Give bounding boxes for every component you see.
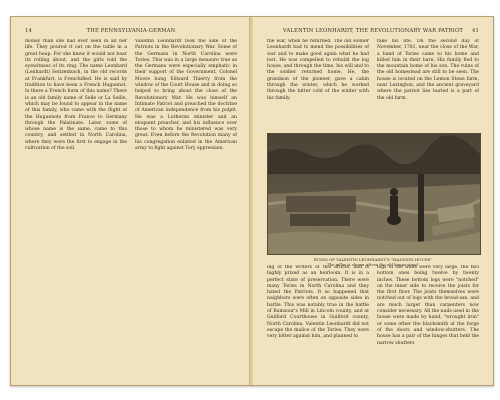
ruins-photo-image	[268, 134, 480, 254]
right-bottom-column-1	[267, 265, 369, 375]
right-bottom-column-2	[377, 265, 479, 375]
right-running-head	[267, 27, 479, 36]
right-page	[253, 17, 493, 385]
left-page	[11, 17, 251, 385]
left-column-1	[25, 39, 127, 375]
open-book	[10, 16, 494, 386]
ruins-photograph	[267, 133, 481, 255]
right-top-column-2-text: take his life. On the second day of November, 1781, near the close of the War, a band of Tories came to his home and killed him in their barn. His family fled to the mountain home of his son. The ruins of the old homestead are still to be seen. The house is located on the Lemon Stone farm, near Lexington, and the ancient graveyard where the patriot lies buried is a part of the old farm.	[377, 39, 479, 101]
left-running-title: THE PENNSYLVANIA-GERMAN	[86, 28, 176, 34]
right-columns	[267, 39, 479, 375]
left-running-head	[25, 27, 237, 36]
right-top-column-1	[267, 39, 369, 125]
right-top-column-2	[377, 39, 479, 125]
left-column-1-text: money than she had ever seen in all her life. They poured it out on the table in a great heap. For she knew it would not bear its rolling about, and the girls told the eyewitness of its ring. The name Leonhard (Lenhardt) Seitzenbach, in the old records at Frankfurt, is Frenchified. He is said by tradition to have been a French Huguenot. Is there a French form of this name? There is an old family name of Selle or La Seille, which may be found to appear in the name of this family, who came with the flight of the Huguenots from France to Germany through the Palatinate. Later, some of whose name is the same, came to this country, and settled in North Carolina, where they were the first to engage in the cultivation of the soil.	[25, 39, 127, 152]
left-columns	[25, 39, 237, 375]
right-top-column-1-text: the war, when he returned. The old soldier Leonhardt had to mend the possibilities of war and to make good again what he had lost. He was compelled to rebuild the log house, and through the time, his will and to the soldier returned home. He, the grandson of the pioneer, gave a cabin through the winter, which he worked through the bitter cold of the winter with his family.	[267, 39, 369, 101]
left-page-number: 14	[25, 28, 33, 34]
right-bottom-column-2-text: logs of the walls were very large, the two bottom ones being twelve by twenty inches. These bottom logs were "notched" on the inner side to receive the joists for the first floor. The joists themselves were notched out of logs with the broad-axe, and are much larger than carpenters now consider necessary. All the nails used in the house were made by hand, "wrought iron" or some other the blacksmith at the forge of the doors and window-shutters. The house has a pair of the hinges that held the narrow shutters	[377, 265, 479, 346]
right-running-title: VALENTIN LEONHARDT, THE REVOLUTIONARY WAR PATRIOT	[282, 28, 464, 34]
left-column-2	[135, 39, 237, 375]
photo-caption-subtitle: The pillar is shown where the old house stood.	[327, 262, 419, 267]
photo-caption-title: RUINS OF VALENTIN LEONHARDT'S "MANSION HOUSE"	[313, 257, 433, 262]
left-column-2-text: Valentin Leonhardt took the side of the Patriots in the Revolutionary War. Some of the Germans in North Carolina were Tories. This was in a large measure true as the Germans were especially emphatic in their support of the Government. Colonel Moore hung Edward Thierry from the window of the Court House and in doing so helped to bring about the close of the Revolutionary War. He was himself an Intimate Patriot and preached the doctrine of American independence from his pulpit. He was a Lutheran minister and an eloquent preacher, and his influence over those to whom he ministered was very great. Even before the Revolution many of his congregation enlisted in the American army to fight against Tory oppression.	[135, 39, 237, 152]
right-bottom-column-1-text: ing of the writers of this article, and is highly prized as an heirloom. It is in a perfect state of preservation. There were many Tories in North Carolina and they hated the Patriots. It so happened that neighbors were often on opposite sides in battle. This was notably true in the battle of Ramsour's Mill in Lincoln county, and at Guilford Courthouse in Guilford county, North Carolina. Valentin Leonhardt did not escape the malice of the Tories. They were very bitter against him, and planned to	[267, 265, 369, 340]
right-page-number: 41	[471, 28, 479, 34]
